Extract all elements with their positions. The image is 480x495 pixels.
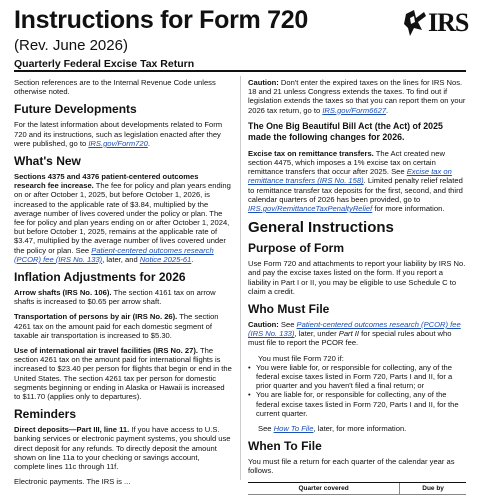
- remittance-tax-link[interactable]: Excise tax on remittance transfers (IRS No. 158): [248, 167, 452, 186]
- pcor-fee-link[interactable]: Patient-centered outcomes research (PCOR) fee (IRS No. 133): [248, 320, 461, 339]
- how-to-file-link[interactable]: How To File: [273, 424, 314, 434]
- penalty-relief-link[interactable]: IRS.gov/RemittanceTaxPenaltyRelief: [248, 204, 373, 214]
- intro-text: Section references are to the Internal Revenue Code unless otherwise noted.: [14, 78, 216, 97]
- irs-logo: [404, 8, 469, 38]
- who-must-file-heading: Who Must File: [248, 302, 330, 317]
- document-title: Instructions for Form 720: [14, 6, 308, 34]
- header-rule: [14, 70, 466, 72]
- inflation-heading: Inflation Adjustments for 2026: [14, 270, 186, 285]
- future-developments-heading: Future Developments: [14, 102, 137, 117]
- pcor-paragraph: Sections 4375 and 4376 patient-centered outcomes research fee increase. The fee for policy and plan years ending on or after October 1, 2025, but before October 1, 2026, is increased to the applicable rate of $3.84, multiplied by the average number of lives covered under the policy or plan. The fee for policy and plan years ending on or after October 1, 2024, but before October 1, 2025, remains at the applicable rate of $3.47, multiplied by the average number of lives covered under the policy or plan. See Patient-centered outcomes research (PCOR) fee (IRS No. 133), later, and Notice 2025-61.: [14, 172, 231, 264]
- direct-deposit-paragraph: Direct deposits—Part III, line 11. If you have access to U.S. banking services or electronic payment systems, you should use direct deposit for any refunds. To directly deposit the amount shown on line 11a to your checking or savings account, complete lines 11c through 11f.: [14, 425, 231, 472]
- intl-travel-paragraph: Use of international air travel facilities (IRS No. 27). The section 4261 tax on the amount paid for international flights is increased to $23.40 per person for flights that begin or end in the United States. The section 4261 tax per person for domestic segments beginning or ending in Alaska or Hawaii is increased to $11.70 (applies only to departures).: [14, 346, 232, 402]
- reminders-heading: Reminders: [14, 407, 77, 422]
- purpose-text: Use Form 720 and attachments to report your liability by IRS No. and pay the excise taxes listed on the form. If you report a liability in Part I or II, you may be eligible to use Schedule C to claim a credit.: [248, 259, 466, 296]
- eagle-icon: [404, 8, 428, 38]
- purpose-heading: Purpose of Form: [248, 241, 345, 256]
- arrow-shafts-paragraph: Arrow shafts (IRS No. 106). The section 4161 tax on arrow shafts is increased to $0.65 per arrow shaft.: [14, 288, 216, 307]
- logo-text: IRS: [428, 8, 469, 37]
- when-to-file-heading: When To File: [248, 439, 322, 454]
- who-caution-paragraph: Caution: See Patient-centered outcomes research (PCOR) fee (IRS No. 133), later, under Part II for special rules about who must file to report the PCOR fee.: [248, 320, 461, 348]
- must-file-list: [248, 363, 466, 418]
- table-header-due: Due by: [400, 482, 466, 494]
- list-item: • You were liable for, or responsible for collecting, any of the federal excise taxes listed in Form 720, Parts I and II, for a prior quarter and you haven't filed a final return; or: [248, 363, 466, 391]
- list-item: • You are liable for, or responsible for collecting, any of the federal excise taxes listed in Form 720, Parts I and II, for the current quarter.: [248, 390, 466, 418]
- pcor-link[interactable]: Patient-centered outcomes research (PCOR) fee (IRS No. 133): [14, 245, 214, 264]
- revision-date: (Rev. June 2026): [14, 37, 128, 54]
- future-developments-text: For the latest information about developments related to Form 720 and its instructions, such as legislation enacted after they were published, go to IRS.gov/Form720.: [14, 120, 223, 148]
- right-column: [248, 78, 466, 492]
- caution-paragraph: Caution: Don't enter the expired taxes on the lines for IRS Nos. 18 and 21 unless Congress extends the taxes. To find out if legislation extends the taxes so that you can report them on your 2026 tax return, go to IRS.gov/Form6627.: [248, 78, 466, 115]
- general-instructions-heading: General Instructions: [248, 219, 394, 237]
- remittance-paragraph: Excise tax on remittance transfers. The Act created new section 4475, which imposes a 1% excise tax on certain remittance transfers that occur after 2025. See Excise tax on remittance transfers (IRS No. 158). Limited penalty relief related to remittance transfer tax deposits for the first, second, and third calendar quarters of 2026 has been provided, go to IRS.gov/RemittanceTaxPenaltyRelief for more information.: [248, 148, 463, 214]
- whats-new-heading: What's New: [14, 154, 81, 169]
- must-file-intro: You must file Form 720 if:: [258, 353, 344, 363]
- form6627-link[interactable]: IRS.gov/Form6627: [322, 105, 387, 115]
- form720-link[interactable]: IRS.gov/Form720: [88, 138, 148, 148]
- see-how-to-file: See How To File, later, for more information.: [258, 424, 407, 434]
- when-to-file-text: You must file a return for each quarter of the calendar year as follows.: [248, 457, 455, 476]
- obbb-heading: The One Big Beautiful Bill Act (the Act) of 2025 made the following changes for 2026.: [248, 120, 443, 142]
- left-column: [14, 78, 232, 487]
- due-dates-table: [248, 482, 466, 495]
- cut-off-text: Electronic payments. The IRS is ...: [14, 477, 131, 487]
- table-header-quarter: Quarter covered: [248, 482, 400, 494]
- document-subtitle: Quarterly Federal Excise Tax Return: [14, 58, 195, 70]
- column-divider: [240, 76, 241, 480]
- notice-link[interactable]: Notice 2025-61: [139, 254, 192, 264]
- transport-paragraph: Transportation of persons by air (IRS No. 26). The section 4261 tax on the amount paid for each domestic segment of taxable air transportation is increased to $5.30.: [14, 312, 219, 340]
